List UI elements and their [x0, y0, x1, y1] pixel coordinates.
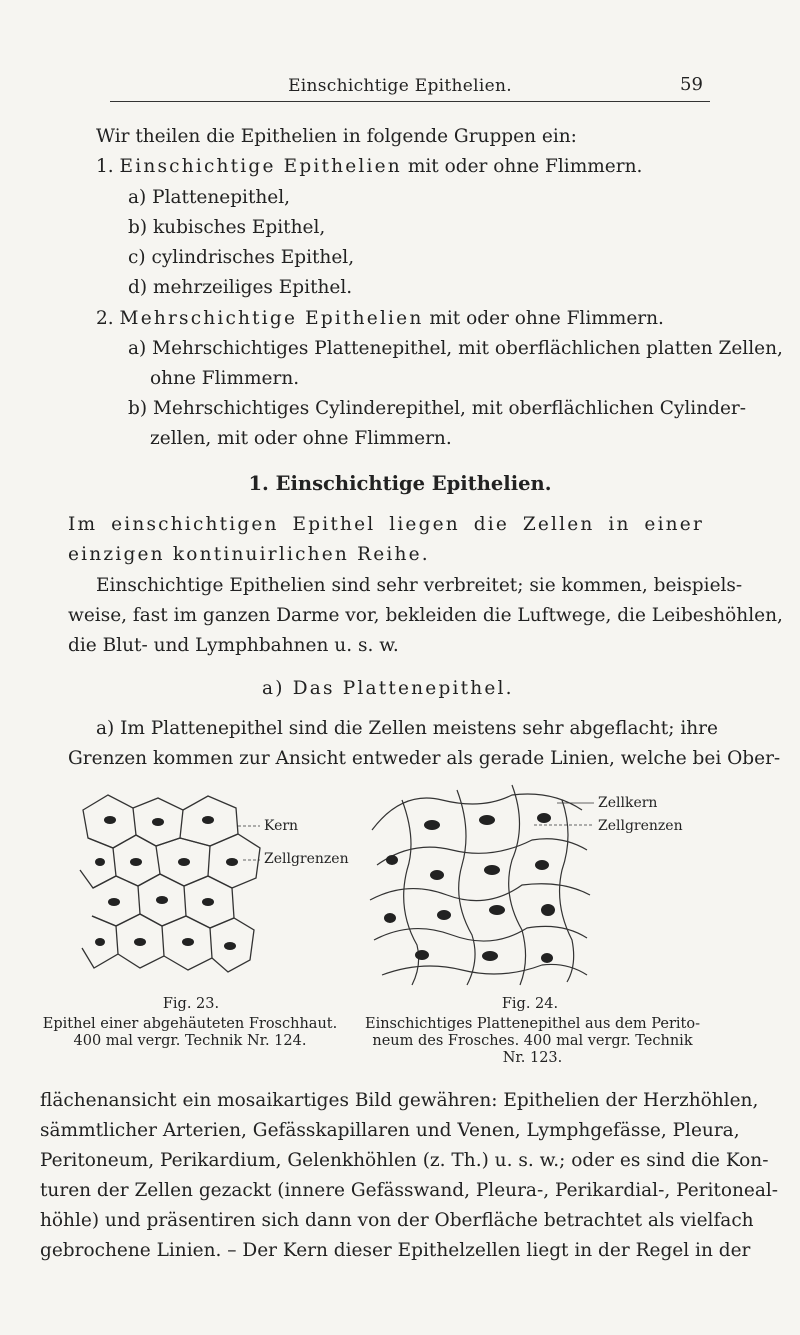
- paragraph-2-line: weise, fast im ganzen Darme vor, bekleiden die Luftwege, die Leibeshöhlen,: [68, 605, 783, 626]
- figure-24-caption-line: Einschichtiges Plattenepithel aus dem Perito-: [364, 1016, 700, 1032]
- page-number: 59: [680, 74, 703, 95]
- figure-24-caption-line: Nr. 123.: [502, 1050, 563, 1066]
- figure-23-label-kern: Kern: [264, 818, 299, 834]
- figure-23-drawing: [78, 790, 268, 980]
- group-2-item-line: b) Mehrschichtiges Cylinderepithel, mit oberflächlichen Cylinder-: [128, 398, 747, 419]
- group-2-item-line: a) Mehrschichtiges Plattenepithel, mit oberflächlichen platten Zellen,: [128, 338, 783, 359]
- figure-24-label-zellkern: Zellkern: [598, 795, 658, 811]
- group-2-label: 2.: [96, 308, 114, 329]
- paragraph-4-line: flächenansicht ein mosaikartiges Bild gewähren: Epithelien der Herzhöhlen,: [40, 1090, 759, 1111]
- paragraph-4-line: turen der Zellen gezackt (innere Gefässwand, Pleura-, Perikardial-, Peritoneal-: [40, 1180, 779, 1201]
- paragraph-1-line: Im einschichtigen Epithel liegen die Zellen in einer: [68, 514, 704, 535]
- header-rule: [110, 101, 710, 102]
- group-2-item-line: ohne Flimmern.: [150, 368, 300, 389]
- group-1-label: 1.: [96, 156, 114, 177]
- figure-24-label-zellgrenzen: Zellgrenzen: [598, 818, 683, 834]
- group-1-item: d) mehrzeiliges Epithel.: [128, 277, 353, 298]
- group-2-item-line: zellen, mit oder ohne Flimmern.: [150, 428, 452, 449]
- group-1-item: c) cylindrisches Epithel,: [128, 247, 355, 268]
- paragraph-4-line: gebrochene Linien. – Der Kern dieser Epithelzellen liegt in der Regel in der: [40, 1240, 751, 1261]
- group-1-item: a) Plattenepithel,: [128, 187, 291, 208]
- group-2-rest: mit oder ohne Flimmern.: [429, 308, 664, 329]
- paragraph-4-line: höhle) und präsentiren sich dann von der Oberfläche betrachtet als vielfach: [40, 1210, 754, 1231]
- group-1-rest: mit oder ohne Flimmern.: [407, 156, 643, 177]
- paragraph-4-line: sämmtlicher Arterien, Gefässkapillaren und Venen, Lymphgefässe, Pleura,: [40, 1120, 740, 1141]
- figure-24-drawing: [362, 770, 597, 995]
- figure-23-caption-line: Epithel einer abgehäuteten Froschhaut.: [42, 1016, 338, 1032]
- group-2-heading: [96, 308, 664, 329]
- figure-24-caption-line: neum des Frosches. 400 mal vergr. Technik: [372, 1033, 693, 1049]
- figure-24-number: Fig. 24.: [501, 996, 559, 1012]
- figure-23-label-zellgrenzen: Zellgrenzen: [264, 851, 349, 867]
- section-heading: 1. Einschichtige Epithelien.: [248, 472, 552, 495]
- paragraph-1-line: einzigen kontinuirlichen Reihe.: [68, 544, 430, 565]
- paragraph-3-line: Grenzen kommen zur Ansicht entweder als gerade Linien, welche bei Ober-: [68, 748, 781, 769]
- group-2-title: Mehrschichtige Epithelien: [119, 308, 424, 329]
- paragraph-2-line: Einschichtige Epithelien sind sehr verbreitet; sie kommen, beispiels-: [96, 575, 743, 596]
- figure-23-caption-line: 400 mal vergr. Technik Nr. 124.: [73, 1033, 307, 1049]
- paragraph-4-line: Peritoneum, Perikardium, Gelenkhöhlen (z. Th.) u. s. w.; oder es sind die Kon-: [40, 1150, 769, 1171]
- group-1-title: Einschichtige Epithelien: [119, 156, 402, 177]
- running-header: Einschichtige Epithelien.: [288, 76, 512, 96]
- group-1-item: b) kubisches Epithel,: [128, 217, 326, 238]
- subheading: a) Das Plattenepithel.: [262, 678, 514, 699]
- paragraph-3-line: a) Im Plattenepithel sind die Zellen meistens sehr abgeflacht; ihre: [96, 718, 718, 739]
- intro-line: Wir theilen die Epithelien in folgende Gruppen ein:: [96, 126, 577, 147]
- paragraph-2-line: die Blut- und Lymphbahnen u. s. w.: [68, 635, 399, 656]
- figure-23-number: Fig. 23.: [162, 996, 220, 1012]
- group-1-heading: [96, 156, 642, 177]
